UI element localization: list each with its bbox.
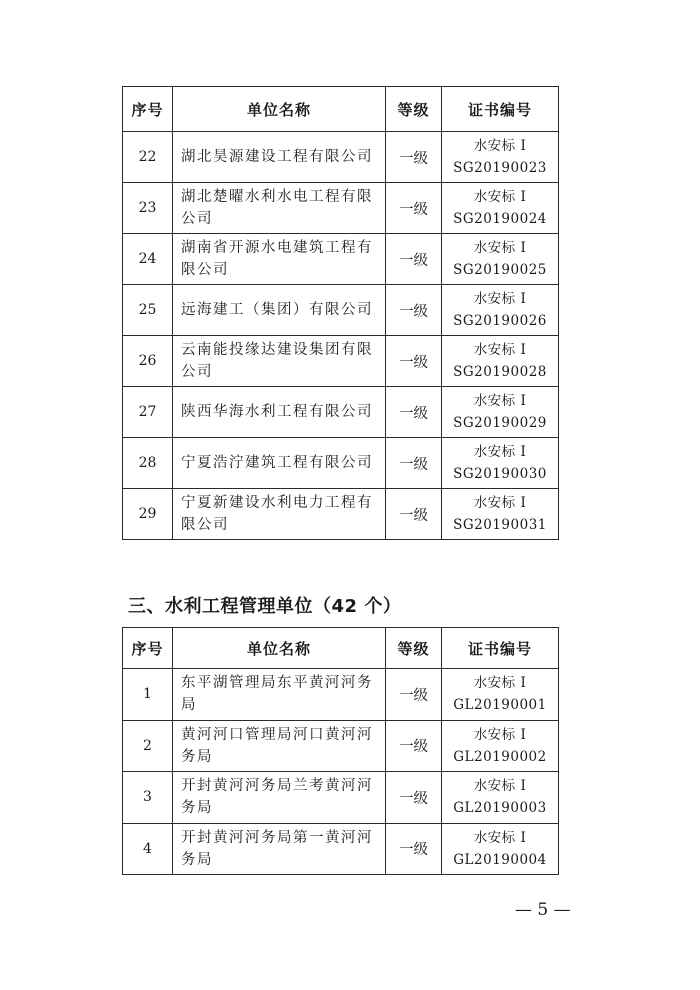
row-level: 一级 — [386, 720, 442, 772]
header-name: 单位名称 — [173, 628, 386, 669]
cert-prefix: 水安标 I — [473, 675, 527, 692]
cert-code: SG20190026 — [453, 313, 547, 329]
table-header-row — [123, 87, 559, 132]
cert-prefix: 水安标 I — [473, 829, 527, 846]
header-level: 等级 — [386, 87, 442, 132]
table-row — [123, 387, 559, 438]
certificate-table-management — [122, 627, 559, 875]
row-no: 1 — [123, 669, 173, 721]
table-row — [123, 132, 559, 183]
table-row — [123, 183, 559, 234]
table-row — [123, 772, 559, 824]
table-row — [123, 489, 559, 540]
cert-code: GL20190003 — [453, 800, 547, 817]
row-cert — [442, 438, 559, 489]
row-name: 湖北楚曜水利水电工程有限公司 — [173, 183, 386, 234]
cert-prefix: 水安标 I — [473, 495, 527, 511]
header-no: 序号 — [123, 87, 173, 132]
row-name: 开封黄河河务局第一黄河河务局 — [173, 823, 386, 875]
cert-prefix: 水安标 I — [473, 342, 527, 358]
header-name: 单位名称 — [173, 87, 386, 132]
row-level: 一级 — [386, 336, 442, 387]
cert-code: SG20190028 — [453, 364, 547, 380]
row-cert — [442, 489, 559, 540]
row-level: 一级 — [386, 823, 442, 875]
row-no: 24 — [123, 234, 173, 285]
row-no: 3 — [123, 772, 173, 824]
row-level: 一级 — [386, 132, 442, 183]
cert-prefix: 水安标 I — [473, 726, 527, 743]
row-no: 27 — [123, 387, 173, 438]
row-name: 湖北昊源建设工程有限公司 — [173, 132, 386, 183]
row-level: 一级 — [386, 669, 442, 721]
row-name: 宁夏新建设水利电力工程有限公司 — [173, 489, 386, 540]
header-cert: 证书编号 — [442, 628, 559, 669]
table-row — [123, 438, 559, 489]
row-level: 一级 — [386, 387, 442, 438]
row-cert — [442, 772, 559, 824]
header-level: 等级 — [386, 628, 442, 669]
cert-prefix: 水安标 I — [473, 291, 527, 307]
header-cert: 证书编号 — [442, 87, 559, 132]
row-cert — [442, 823, 559, 875]
table-row — [123, 234, 559, 285]
cert-prefix: 水安标 I — [473, 240, 527, 256]
row-no: 28 — [123, 438, 173, 489]
row-level: 一级 — [386, 772, 442, 824]
cert-code: SG20190024 — [453, 211, 547, 227]
cert-prefix: 水安标 I — [473, 138, 527, 154]
row-name: 宁夏浩泞建筑工程有限公司 — [173, 438, 386, 489]
cert-code: SG20190023 — [453, 160, 547, 176]
row-cert — [442, 336, 559, 387]
row-cert — [442, 387, 559, 438]
table-row — [123, 823, 559, 875]
row-cert — [442, 234, 559, 285]
row-no: 26 — [123, 336, 173, 387]
section-heading: 三、水利工程管理单位（42 个） — [128, 596, 402, 617]
row-name: 陕西华海水利工程有限公司 — [173, 387, 386, 438]
certificate-table-construction — [122, 86, 559, 540]
cert-code: GL20190002 — [453, 748, 547, 765]
cert-prefix: 水安标 I — [473, 393, 527, 409]
row-name: 湖南省开源水电建筑工程有限公司 — [173, 234, 386, 285]
row-level: 一级 — [386, 438, 442, 489]
row-name: 远海建工（集团）有限公司 — [173, 285, 386, 336]
cert-code: SG20190025 — [453, 262, 547, 278]
cert-prefix: 水安标 I — [473, 778, 527, 795]
row-no: 22 — [123, 132, 173, 183]
row-cert — [442, 720, 559, 772]
cert-code: SG20190029 — [453, 415, 547, 431]
row-no: 25 — [123, 285, 173, 336]
header-no: 序号 — [123, 628, 173, 669]
table-row — [123, 285, 559, 336]
row-name: 开封黄河河务局兰考黄河河务局 — [173, 772, 386, 824]
row-level: 一级 — [386, 183, 442, 234]
row-cert — [442, 285, 559, 336]
cert-code: GL20190001 — [453, 697, 547, 714]
row-name: 黄河河口管理局河口黄河河务局 — [173, 720, 386, 772]
row-name: 云南能投缘达建设集团有限公司 — [173, 336, 386, 387]
cert-code: SG20190031 — [453, 517, 547, 533]
table-header-row — [123, 628, 559, 669]
row-no: 29 — [123, 489, 173, 540]
row-name: 东平湖管理局东平黄河河务局 — [173, 669, 386, 721]
page-number: — 5 — — [515, 900, 571, 920]
row-no: 4 — [123, 823, 173, 875]
row-no: 2 — [123, 720, 173, 772]
table-row — [123, 720, 559, 772]
row-cert — [442, 183, 559, 234]
cert-code: SG20190030 — [453, 466, 547, 482]
cert-prefix: 水安标 I — [473, 444, 527, 460]
row-level: 一级 — [386, 285, 442, 336]
row-no: 23 — [123, 183, 173, 234]
cert-prefix: 水安标 I — [473, 189, 527, 205]
table-row — [123, 336, 559, 387]
row-level: 一级 — [386, 489, 442, 540]
row-level: 一级 — [386, 234, 442, 285]
row-cert — [442, 669, 559, 721]
table-row — [123, 669, 559, 721]
row-cert — [442, 132, 559, 183]
cert-code: GL20190004 — [453, 851, 547, 868]
